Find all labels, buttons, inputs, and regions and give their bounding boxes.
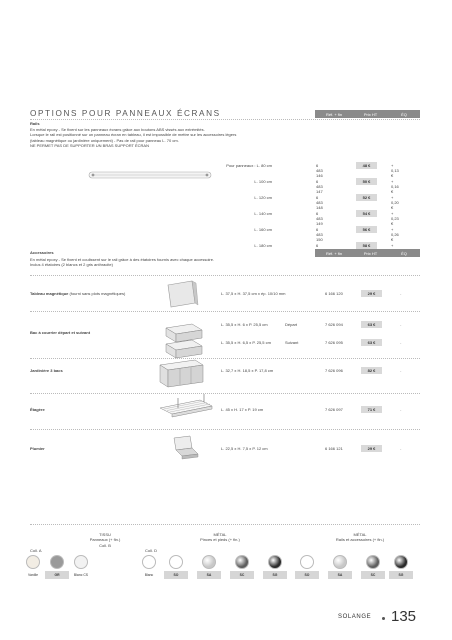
options-table-header [315,110,420,118]
divider [30,311,420,312]
item-price: 63 € [361,321,382,328]
rail-ref: 6 483 149 [316,211,323,226]
finish-swatch-label: SO [164,571,188,579]
header-price: Prix HT [363,111,378,117]
item-price: 82 € [361,367,382,374]
header-ref: Réf. + fin [325,250,343,256]
mail-tray-image [162,316,206,360]
divider [30,358,420,359]
item-ref: 6 166 121 [325,446,343,451]
finish-swatch-so [169,555,183,569]
header-eq: ÉQ [401,250,407,256]
item-ref: 7 626 095 [325,340,343,345]
finish-swatch-sa [202,555,216,569]
accessories-desc-line: Inclus 4 étatoires (2 blancs et 2 gris anthracite) [30,262,113,268]
item-note: (fourni sans plots magnétiques) [69,291,126,296]
item-ref: 7 626 097 [325,407,343,412]
item-dims: L. 32,7 x H. 18,5 x P. 17,8 cm [221,368,274,373]
item-dims: L. 37,5 x H. 37,5 cm x ép. 10/10 mm [221,291,286,296]
divider [30,393,420,394]
rails-desc-line: NE PERMET PAS DE SUPPORTER UN BRAS SUPPORT ÉCRAN [30,143,149,149]
item-price: 29 € [361,290,382,297]
finish-swatch-blanc [142,555,156,569]
rails-title: Rails [30,121,40,126]
rail-eq: + 0,13 € [391,163,399,178]
rail-illustration [88,170,212,180]
item-name-row [30,291,125,296]
finish-swatch-blanc-cs [74,555,88,569]
finish-swatch-gr [50,555,64,569]
finish-swatch-sc [366,555,380,569]
finish-group-title: TISSU [99,532,111,537]
rail-price: 48 € [356,162,377,169]
planter-image [157,357,207,391]
item-eq: - [400,340,402,345]
rail-ref: 6 483 150 [316,227,323,242]
item-price: 29 € [361,445,382,452]
shelf-image [158,392,214,424]
rail-ref: 6 483 148 [316,195,323,210]
item-eq: - [400,407,402,412]
rail-ref: 6 [316,243,319,248]
rails-desc-line: En métal epoxy - Se fixent sur les panneaux écrans grâce aux boutons ABS vissés aux extrémités. [30,127,205,132]
item-ref: 6 166 120 [325,291,343,296]
finish-group-metal-rails [300,532,420,543]
divider [30,429,420,430]
rails-description [30,127,310,149]
rail-ref: 6 483 146 [316,163,323,178]
item-ref: 7 626 094 [325,322,343,327]
finish-swatch-vanille [26,555,40,569]
rail-length: L. 180 cm [254,243,272,248]
collection-label: Coll. D [145,548,158,553]
finish-swatch-label: SG [389,571,413,579]
finish-group-title: MÉTAL [353,532,367,537]
finish-swatch-sc [235,555,249,569]
item-dims: L. 35,5 x H. 6 x P. 25,5 cm [221,322,268,327]
finishes-divider [30,524,420,525]
finish-swatch-sg [268,555,282,569]
finish-swatch-so [300,555,314,569]
divider [30,275,420,276]
finish-swatch-label: SA [197,571,221,579]
footer-bullet [382,617,385,620]
rail-price: 56 € [356,226,377,233]
finish-group-subtitle: Pinces et pieds (+ fin.) [200,537,240,543]
accessories-desc-line: En métal epoxy - Se fixent et coulissent sur le rail grâce à des étatoires fournis avec chaque accessoire. [30,257,215,262]
finish-group-subtitle: Panneaux (+ fin.) [89,537,121,543]
accessories-title: Accessoires [30,250,54,255]
item-dims: L. 45 x H. 17 x P. 19 cm [221,407,264,412]
page-number: 135 [391,608,417,625]
rail-eq: + 0,23 € [391,211,399,226]
rails-desc-line: (tableau magnétique ou jardinière uniquement) - Pas de rail pour panneau L. 70 cm. [30,137,179,143]
divider [30,119,420,120]
accessories-description [30,257,310,268]
rail-price: 58 € [356,242,377,249]
item-name: Bac à courrier départ et suivant [30,330,91,335]
item-dims: L. 35,5 x H. 6,5 x P. 25,5 cm [221,340,271,345]
rail-eq: + 0,26 € [391,227,399,242]
rail-length: L. 100 cm [254,179,272,184]
rail-price: 52 € [356,194,377,201]
item-eq: - [400,446,402,451]
finish-group-metal-clamps [165,532,275,543]
rails-desc-line: Lorsque le rail est positionné sur un panneau écran en tableau, il est impossible de mettre sur les accessoires légers [30,132,237,138]
finish-swatch-label: Blanc [144,573,154,577]
item-eq: - [400,368,402,373]
finish-swatch-label: SG [263,571,287,579]
rail-eq: + 0,16 € [391,179,399,194]
item-name: Tableau magnétique [30,291,69,296]
finish-group-subtitle: Rails et accessoires (+ fin.) [335,537,385,543]
section-title-options: OPTIONS POUR PANNEAUX ÉCRANS [30,109,221,118]
item-dims: L. 22,5 x H. 7,5 x P. 12 cm [221,446,268,451]
pen-holder-image [168,434,202,462]
item-name: Jardinière 3 bacs [30,368,63,373]
finish-swatch-label: Vanille [28,573,38,577]
finish-swatch-label: SC [361,571,385,579]
header-price: Prix HT [363,250,378,256]
item-name: Étagère [30,407,45,412]
magnetic-board-image [165,279,199,309]
accessories-table-header [315,249,420,257]
finish-group-tissu [75,532,135,548]
header-ref: Réf. + fin [325,111,343,117]
rail-length: L. 160 cm [254,227,272,232]
finish-swatch-label: Blanc CS [73,573,89,577]
finish-swatch-label: SA [328,571,352,579]
rail-length: L. 140 cm [254,211,272,216]
footer-brand: SOLANGE [338,614,372,620]
item-name: Plumier [30,446,45,451]
item-eq: - [400,291,402,296]
rail-length: Pour panneaux : L. 80 cm [226,163,272,168]
rail-eq: + 0,20 € [391,195,399,210]
rail-price: 54 € [356,210,377,217]
item-ref: 7 626 096 [325,368,343,373]
item-variant: Départ [285,322,298,327]
collection-label: Coll. B [99,542,111,548]
finish-swatch-sg [394,555,408,569]
finish-swatch-sa [333,555,347,569]
finish-swatch-label: SO [295,571,319,579]
rail-ref: 6 483 147 [316,179,323,194]
header-eq: ÉQ [401,111,407,117]
finish-group-title: MÉTAL [213,532,227,537]
item-variant: Suivant [285,340,299,345]
rail-eq: + [391,243,394,248]
finish-swatch-label: GR [45,571,69,579]
item-price: 71 € [361,406,382,413]
finish-swatch-label: SC [230,571,254,579]
rail-length: L. 120 cm [254,195,272,200]
rail-price: 50 € [356,178,377,185]
item-eq: - [400,322,402,327]
item-price: 63 € [361,339,382,346]
collection-label: Coll. A [30,548,42,553]
